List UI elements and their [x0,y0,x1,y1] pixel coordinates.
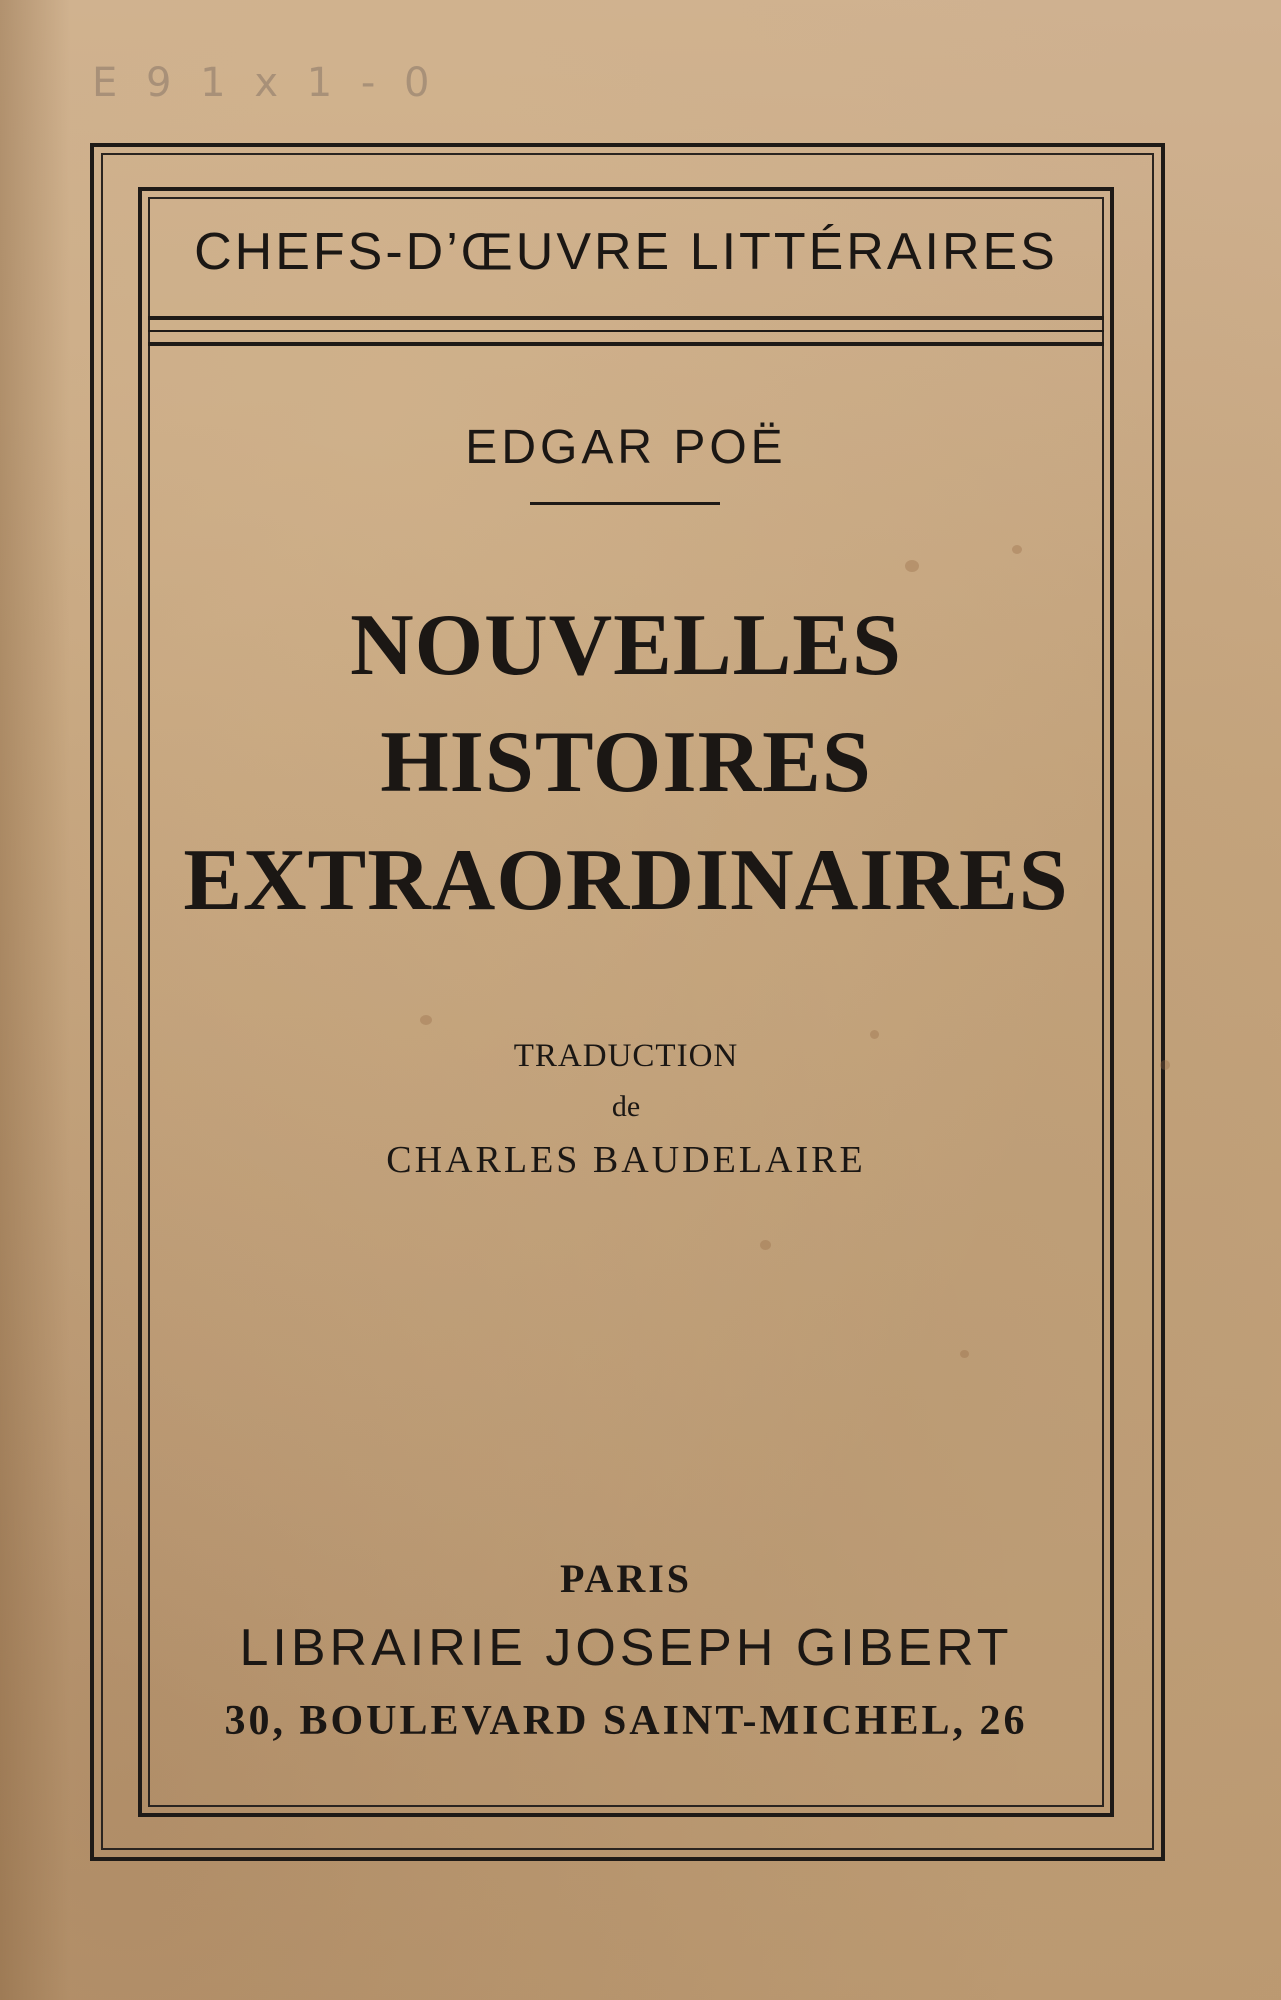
foxing-spot [870,1030,879,1039]
translation-preposition: de [611,1090,641,1123]
publisher-name: LIBRAIRIE JOSEPH GIBERT [239,1619,1013,1677]
author-name: EDGAR POË [465,421,787,474]
author-underline [530,502,720,505]
spine-shadow [0,0,70,2000]
publisher-address: 30, BOULEVARD SAINT-MICHEL, 26 [224,1698,1028,1744]
book-title-line-1: NOUVELLES [350,597,902,694]
foxing-spot [960,1350,969,1358]
foxing-spot [420,1015,432,1025]
header-rule [148,330,1104,332]
translator-name: CHARLES BAUDELAIRE [386,1139,866,1181]
foxing-spot [1012,545,1022,554]
foxing-spot [905,560,919,572]
pencil-annotation: E 9 1 x 1 - 0 [92,60,438,106]
foxing-spot [760,1240,771,1250]
book-title-line-3: EXTRAORDINAIRES [183,832,1069,929]
book-title-line-2: HISTOIRES [380,714,872,811]
foxing-spot [1160,1060,1170,1070]
header-rule [148,316,1104,320]
translation-label: TRADUCTION [513,1038,739,1074]
header-rule [148,342,1104,346]
series-title: CHEFS-D’ŒUVRE LITTÉRAIRES [194,223,1058,281]
publication-city: PARIS [559,1556,693,1601]
